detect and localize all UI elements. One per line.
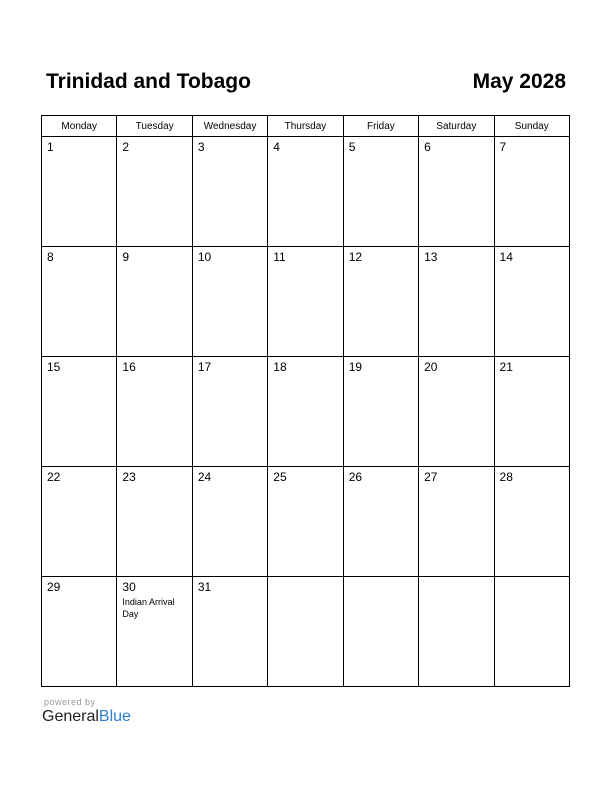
day-number: 16 xyxy=(122,360,136,374)
day-number: 3 xyxy=(197,140,205,154)
week-row xyxy=(42,577,570,687)
day-number: 29 xyxy=(47,580,61,594)
day-cell xyxy=(268,247,343,357)
day-cell xyxy=(42,357,117,467)
day-cell xyxy=(42,247,117,357)
day-cell xyxy=(343,577,418,687)
day-number: 25 xyxy=(273,470,287,484)
day-number: 23 xyxy=(122,470,136,484)
day-number: 13 xyxy=(424,250,438,264)
weekday-header-row xyxy=(42,116,570,137)
holiday-label: Indian Arrival Day xyxy=(122,597,175,619)
calendar-header xyxy=(46,70,566,100)
weekday-header: Tuesday xyxy=(117,116,192,137)
day-number: 7 xyxy=(499,140,507,154)
weekday-header: Saturday xyxy=(419,116,494,137)
day-cell xyxy=(192,247,267,357)
day-number: 26 xyxy=(348,470,363,484)
day-cell xyxy=(419,577,494,687)
day-number: 8 xyxy=(47,250,54,264)
day-number: 14 xyxy=(499,250,513,264)
weekday-header: Thursday xyxy=(268,116,343,137)
day-cell xyxy=(117,357,192,467)
day-number: 30 xyxy=(122,580,136,594)
week-row xyxy=(42,137,570,247)
day-cell xyxy=(419,247,494,357)
day-number: 21 xyxy=(499,360,513,374)
day-cell xyxy=(42,577,117,687)
day-number: 24 xyxy=(197,470,212,484)
day-cell xyxy=(494,577,569,687)
day-cell xyxy=(494,467,569,577)
day-number: 9 xyxy=(122,250,130,264)
day-number: 31 xyxy=(197,580,212,594)
brand-general: General xyxy=(42,708,99,725)
weekday-header: Wednesday xyxy=(192,116,267,137)
weekday-header: Monday xyxy=(42,116,117,137)
day-cell xyxy=(117,467,192,577)
powered-by-text: powered by xyxy=(44,697,96,707)
day-number: 11 xyxy=(273,250,286,264)
day-cell xyxy=(494,247,569,357)
day-cell xyxy=(117,577,192,687)
day-number: 4 xyxy=(273,140,280,154)
day-cell xyxy=(419,467,494,577)
day-number: 22 xyxy=(47,470,61,484)
brand-logo[interactable] xyxy=(42,708,131,726)
day-cell xyxy=(192,467,267,577)
day-number: 12 xyxy=(348,250,363,264)
weekday-header: Friday xyxy=(343,116,418,137)
day-cell xyxy=(117,137,192,247)
day-number: 2 xyxy=(122,140,130,154)
day-cell xyxy=(117,247,192,357)
day-number: 19 xyxy=(348,360,363,374)
day-cell xyxy=(192,137,267,247)
day-number: 27 xyxy=(424,470,438,484)
day-cell xyxy=(494,137,569,247)
day-cell xyxy=(42,467,117,577)
day-cell xyxy=(192,577,267,687)
day-number: 28 xyxy=(499,470,513,484)
day-number: 6 xyxy=(424,140,431,154)
day-cell xyxy=(268,577,343,687)
day-cell xyxy=(343,137,418,247)
day-number: 1 xyxy=(47,140,54,154)
day-number: 10 xyxy=(197,250,212,264)
day-cell xyxy=(42,137,117,247)
day-number: 18 xyxy=(273,360,287,374)
day-cell xyxy=(192,357,267,467)
day-number: 17 xyxy=(197,360,212,374)
day-cell xyxy=(268,357,343,467)
week-row xyxy=(42,357,570,467)
day-number: 20 xyxy=(424,360,438,374)
day-cell xyxy=(268,137,343,247)
week-row xyxy=(42,467,570,577)
week-row xyxy=(42,247,570,357)
day-cell xyxy=(343,247,418,357)
day-cell xyxy=(268,467,343,577)
day-cell xyxy=(419,137,494,247)
weekday-header: Sunday xyxy=(494,116,569,137)
day-cell xyxy=(343,467,418,577)
day-cell xyxy=(494,357,569,467)
month-calendar-grid xyxy=(41,115,570,687)
day-number: 15 xyxy=(47,360,61,374)
day-number: 5 xyxy=(348,140,356,154)
brand-blue: Blue xyxy=(98,708,131,725)
country-title: Trinidad and Tobago xyxy=(46,70,251,93)
month-year-title: May 2028 xyxy=(472,70,566,93)
day-cell xyxy=(343,357,418,467)
day-cell xyxy=(419,357,494,467)
